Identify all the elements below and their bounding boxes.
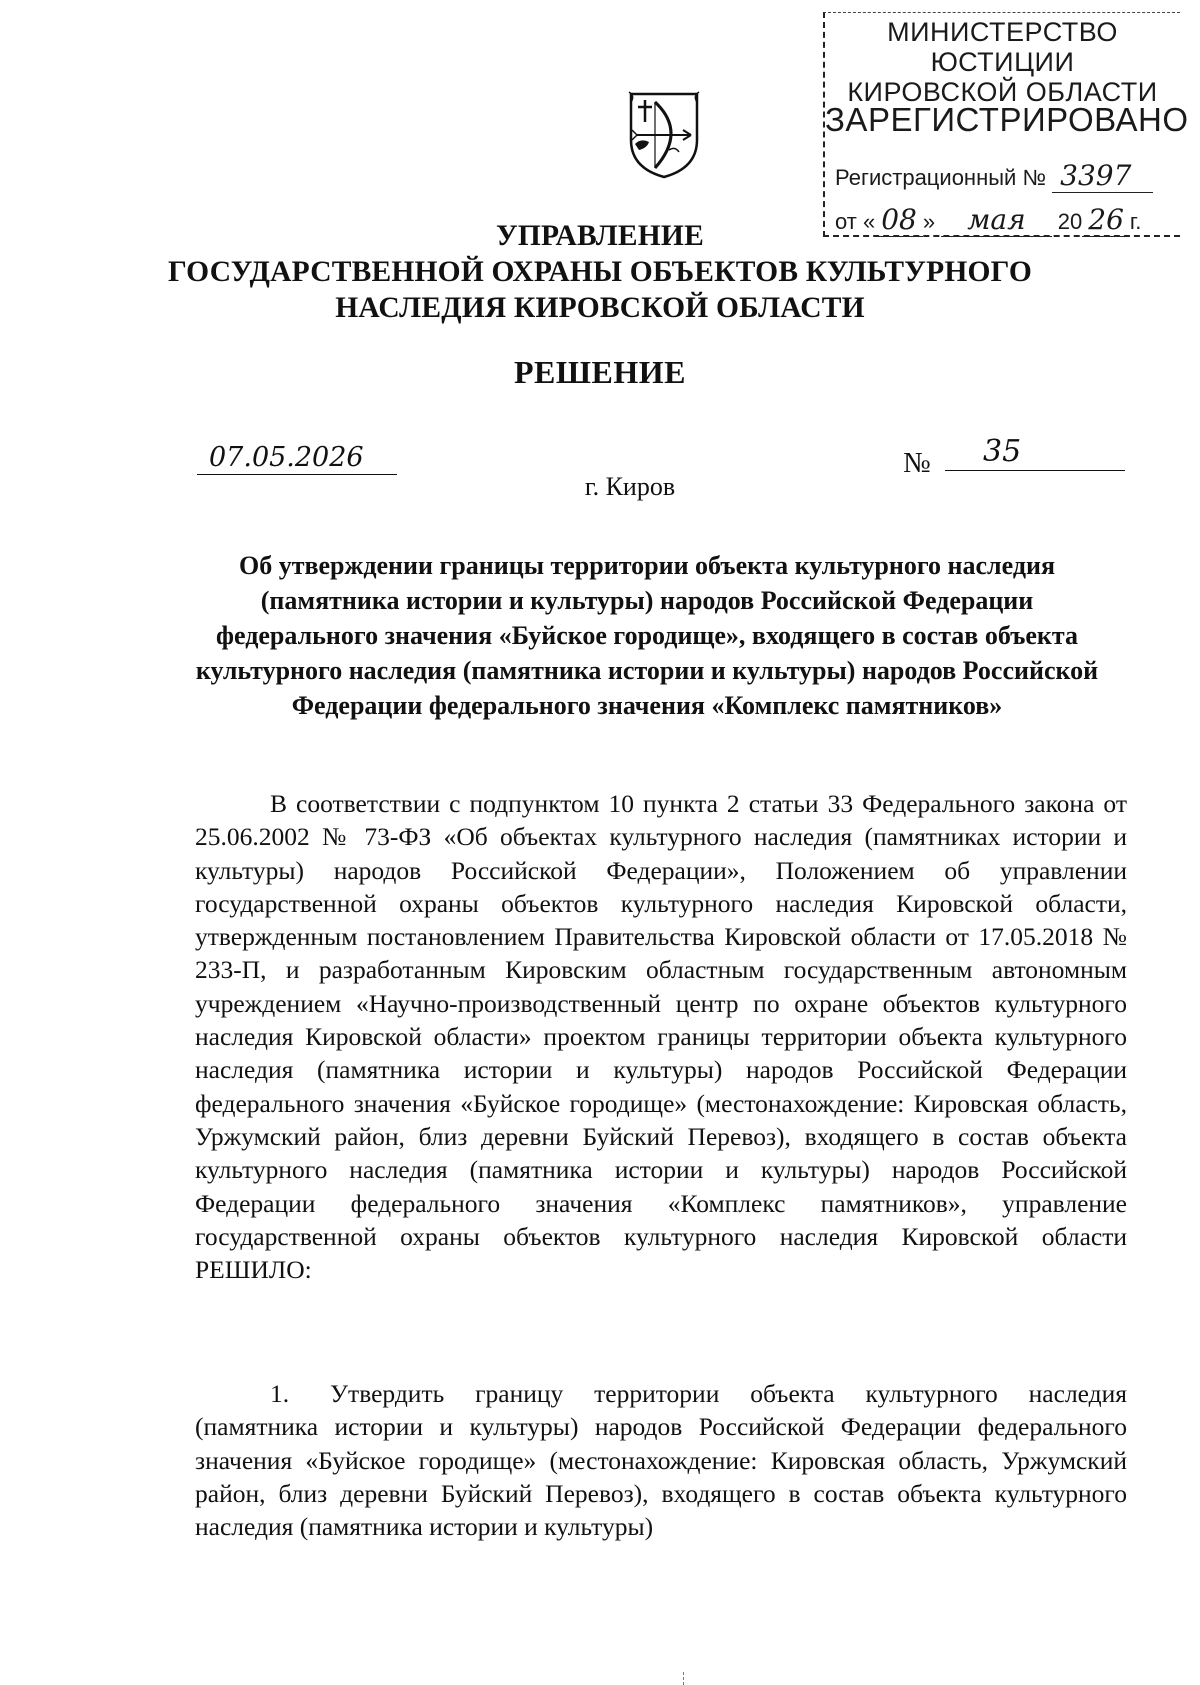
- org-line3: НАСЛЕДИЯ КИРОВСКОЙ ОБЛАСТИ: [335, 292, 865, 324]
- item-1-number: 1.: [270, 1379, 290, 1408]
- stamp-ministry-line1: МИНИСТЕРСТВО ЮСТИЦИИ: [887, 17, 1118, 77]
- document-city: г. Киров: [584, 472, 676, 501]
- body-item-1: [195, 1377, 1127, 1543]
- stamp-status: ЗАРЕГИСТРИРОВАНО: [825, 101, 1189, 138]
- document-subject: Об утверждении границы территории объекта культурного наследия (памятника истории и культуры) народов Российской Федерации федерального значения «Буйское городище», входящего в состав объекта культурного наследия (памятника истории и культуры) народов Российской Федерации федерального значения «Комплекс памятников»: [195, 551, 1099, 720]
- page-edge-mark: [683, 1672, 686, 1685]
- body-preamble: В соответствии с подпунктом 10 пункта 2 статьи 33 Федерального закона от 25.06.2002 № 73-ФЗ «Об объектах культурного наследия (памятниках истории и культуры) народов Российской Федерации», Положением об управлении государственной охраны объектов культурного наследия Кировской области, утвержденным постановлением Правительства Кировской области от 17.05.2018 № 233-П, и разработанным Кировским областным государственным автономным учреждением «Научно-производственный центр по охране объектов культурного наследия Кировской области» проектом границы территории объекта культурного наследия (памятника истории и культуры) народов Российской Федерации федерального значения «Буйское городище» (местонахождение: Кировская область, Уржумский район, близ деревни Буйский Перевоз), входящего в состав объекта культурного наследия (памятника истории и культуры) народов Российской Федерации федерального значения «Комплекс памятников», управление государственной охраны объектов культурного наследия Кировской области РЕШИЛО:: [195, 789, 1127, 1285]
- stamp-date-year-prefix: 20: [1057, 209, 1083, 234]
- stamp-registration-line: [835, 159, 1153, 193]
- stamp-ministry: [825, 17, 1180, 107]
- item-1-text: Утвердить границу территории объекта культурного наследия (памятника истории и культуры) народов Российской Федерации федерального значения «Буйское городище» (местонахождение: Кировская область, Уржумский район, близ деревни Буйский Перевоз), входящего в состав объекта культурного наследия (памятника истории и культуры): [195, 1379, 1127, 1542]
- coat-of-arms-icon: [625, 88, 703, 180]
- document-type: РЕШЕНИЕ: [514, 354, 686, 390]
- organization-heading: [100, 218, 1100, 326]
- org-line1: УПРАВЛЕНИЕ: [496, 220, 704, 252]
- stamp-reg-number: 3397: [1052, 159, 1153, 193]
- document-date: 07.05.2026: [197, 442, 397, 475]
- registration-stamp: [823, 12, 1189, 237]
- stamp-date-suffix: г.: [1129, 209, 1142, 234]
- document-number: 35: [945, 434, 1125, 471]
- stamp-date-prefix: от «: [835, 209, 876, 234]
- stamp-reg-label: Регистрационный №: [835, 165, 1047, 190]
- stamp-date-year-suffix: 26: [1082, 203, 1130, 237]
- org-line2: ГОСУДАРСТВЕННОЙ ОХРАНЫ ОБЪЕКТОВ КУЛЬТУРНОГО: [167, 256, 1033, 288]
- stamp-date-month: мая: [941, 203, 1051, 237]
- document-number-label: №: [903, 447, 931, 479]
- stamp-date-day: 08: [875, 203, 923, 237]
- stamp-ministry-line2: КИРОВСКОЙ ОБЛАСТИ: [847, 77, 1158, 107]
- stamp-date-mid: »: [922, 209, 936, 234]
